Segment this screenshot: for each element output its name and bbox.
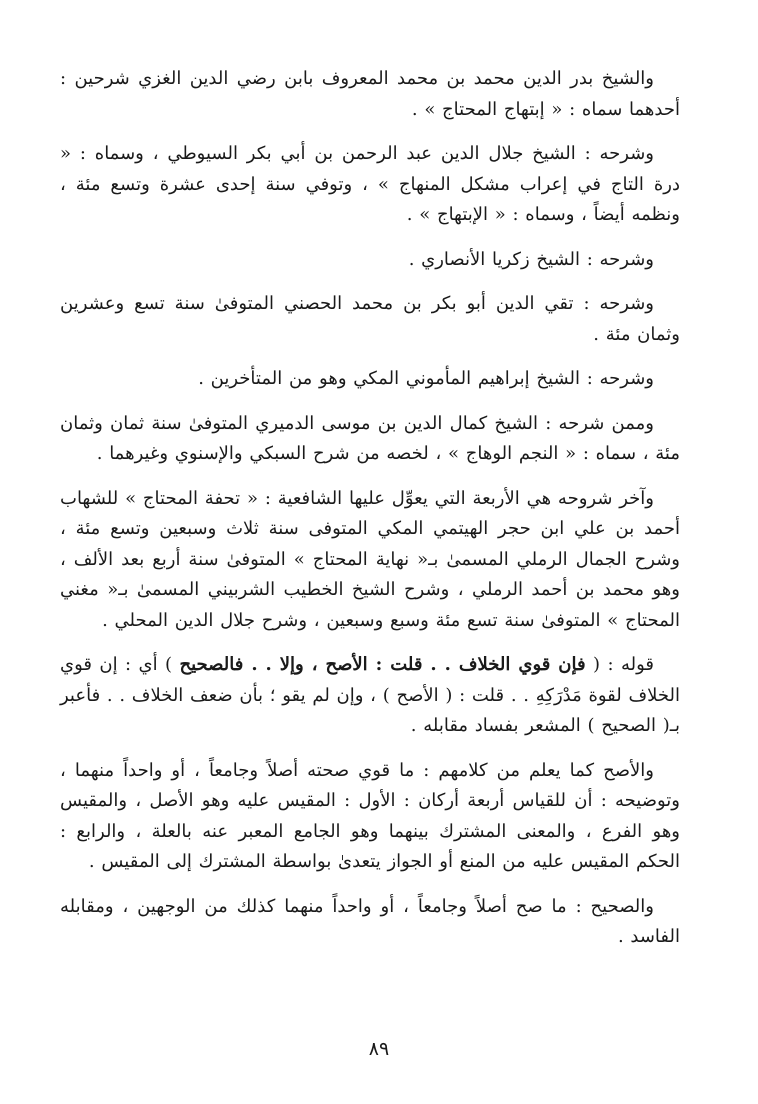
paragraph-ansari: وشرحه : الشيخ زكريا الأنصاري .: [408, 248, 654, 270]
quote-rest: ) أي : إن قوي الخلاف لقوة مَدْرَكِهِ . . قلت : ( الأصح ) ، وإن لم يقو ؛ بأن ضعف الخلاف . . فأعبر بـ( الصحيح ) المشعر بفساد مقابله .: [60, 654, 680, 736]
paragraph-asahh: والأصح كما يعلم من كلامهم : ما قوي صحته أصلاً وجامعاً ، أو واحداً منهما ، وتوضيحه : أن للقياس أربعة أركان : الأول : المقيس عليه وهو الأصل ، والمقيس وهو الفرع ، والمعنى المشترك بينهما وهو الجامع المعبر عنه بالعلة ، والرابع : الحكم المقيس عليه من المنع أو الجواز يتعدىٰ بواسطة المشترك إلى المقيس .: [60, 759, 680, 872]
page-number: ٨٩: [368, 1038, 390, 1060]
paragraph-ghazzi: والشيخ بدر الدين محمد بن محمد المعروف بابن رضي الدين الغزي شرحين : أحدهما سماه : « إبتهاج المحتاج » .: [60, 68, 680, 120]
paragraph-sahih: والصحيح : ما صح أصلاً وجامعاً ، أو واحداً منهما كذلك من الوجهين ، ومقابله الفاسد .: [60, 895, 680, 947]
paragraph-suyuti: وشرحه : الشيخ جلال الدين عبد الرحمن بن أبي بكر السيوطي ، وسماه : « درة التاج في إعراب مشكل المنهاج » ، وتوفي سنة إحدى عشرة وتسع مئة ، ونظمه أيضاً ، وسماه : « الإبتهاج » .: [60, 143, 680, 225]
paragraph-damiri: وممن شرحه : الشيخ كمال الدين بن موسى الدميري المتوفىٰ سنة ثمان وثمان مئة ، سماه : « النجم الوهاج » ، لخصه من شرح السبكي والإسنوي وغيرهما .: [60, 412, 680, 464]
paragraph-quote: [60, 650, 680, 742]
quote-bold-text: فإن قوي الخلاف . . قلت : الأصح ، وإلا . . فالصحيح: [179, 654, 586, 675]
paragraph-hisni: وشرحه : تقي الدين أبو بكر بن محمد الحصني المتوفىٰ سنة تسع وعشرين وثمان مئة .: [60, 293, 680, 345]
quote-lead: قوله : (: [585, 654, 655, 675]
page-body: [60, 64, 680, 967]
paragraph-mamuni: وشرحه : الشيخ إبراهيم المأموني المكي وهو من المتأخرين .: [198, 368, 654, 389]
paragraph-four-commentaries: وآخر شروحه هي الأربعة التي يعوِّل عليها الشافعية : « تحفة المحتاج » للشهاب أحمد بن علي ابن حجر الهيتمي المكي المتوفى سنة ثلاث وسبعين وتسع مئة ، وشرح الجمال الرملي المسمىٰ بـ« نهاية المحتاج » المتوفىٰ سنة أربع بعد الألف ، وهو محمد بن أحمد الرملي ، وشرح الشيخ الخطيب الشربيني المسمىٰ بـ« مغني المحتاج » المتوفىٰ سنة تسع مئة وسبع وسبعين ، وشرح جلال الدين المحلي .: [60, 487, 680, 631]
